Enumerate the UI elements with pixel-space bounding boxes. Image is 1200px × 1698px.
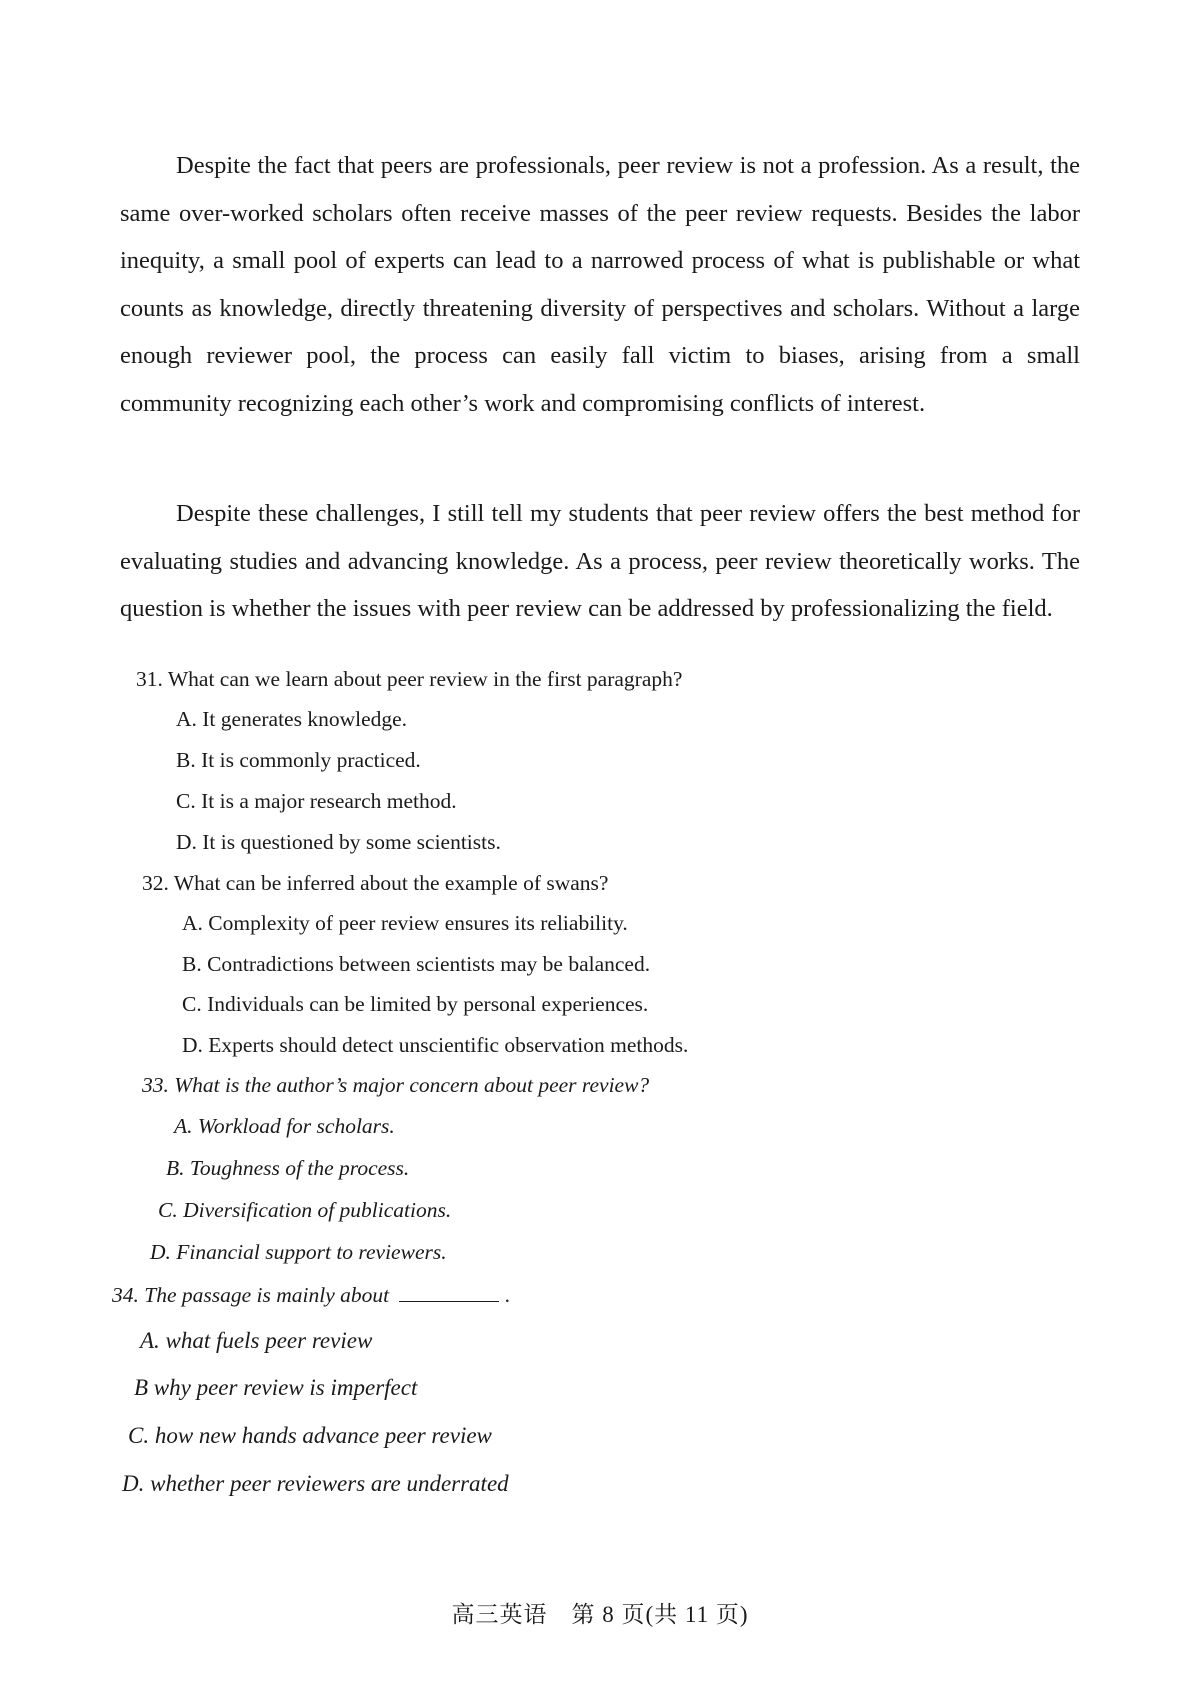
question-33-option-d: D. Financial support to reviewers. bbox=[150, 1240, 447, 1264]
question-34-option-c: C. how new hands advance peer review bbox=[128, 1423, 492, 1448]
question-32-option-b: B. Contradictions between scientists may be balanced. bbox=[182, 952, 651, 976]
question-34-stem: 34. The passage is mainly about bbox=[112, 1283, 390, 1307]
passage-paragraph-1 bbox=[120, 142, 1080, 427]
question-34-stem-end: . bbox=[505, 1283, 511, 1307]
question-34-stem-line bbox=[112, 1282, 510, 1308]
question-31-option-c: C. It is a major research method. bbox=[176, 789, 457, 813]
question-34-option-d: D. whether peer reviewers are underrated bbox=[122, 1471, 509, 1496]
question-32-option-d: D. Experts should detect unscientific observation methods. bbox=[182, 1033, 689, 1057]
question-33-option-a: A. Workload for scholars. bbox=[174, 1114, 395, 1138]
question-33-option-c: C. Diversification of publications. bbox=[158, 1198, 452, 1222]
question-33-stem: 33. What is the author’s major concern about peer review? bbox=[142, 1073, 650, 1097]
paragraph-2-text: Despite these challenges, I still tell my students that peer review offers the best method for evaluating studies and advancing knowledge. As a process, peer review theoretically works. The question is whether the issues with peer review can be addressed by professionalizing the field. bbox=[120, 500, 1080, 622]
question-32-option-c: C. Individuals can be limited by personal experiences. bbox=[182, 992, 649, 1016]
paragraph-1-text: Despite the fact that peers are professionals, peer review is not a profession. As a result, the same over-worked scholars often receive masses of the peer review requests. Besides the labor inequity, a small pool of experts can lead to a narrowed process of what is publishable or what counts as knowledge, directly threatening diversity of perspectives and scholars. Without a large enough reviewer pool, the process can easily fall victim to biases, arising from a small community recognizing each other’s work and compromising conflicts of interest. bbox=[120, 152, 1080, 417]
answer-blank bbox=[399, 1283, 499, 1302]
question-31-option-a: A. It generates knowledge. bbox=[176, 707, 408, 731]
page-footer: 高三英语 第 8 页(共 11 页) bbox=[451, 1602, 749, 1627]
passage-paragraph-2 bbox=[120, 490, 1080, 633]
question-31-stem: 31. What can we learn about peer review in the first paragraph? bbox=[136, 667, 683, 691]
question-31-option-b: B. It is commonly practiced. bbox=[176, 748, 421, 772]
question-31-option-d: D. It is questioned by some scientists. bbox=[176, 830, 501, 854]
question-34-option-b: B why peer review is imperfect bbox=[134, 1375, 418, 1400]
question-32-stem: 32. What can be inferred about the example of swans? bbox=[142, 871, 609, 895]
question-32-option-a: A. Complexity of peer review ensures its reliability. bbox=[182, 911, 628, 935]
question-34-option-a: A. what fuels peer review bbox=[140, 1328, 373, 1353]
question-33-option-b: B. Toughness of the process. bbox=[166, 1156, 410, 1180]
